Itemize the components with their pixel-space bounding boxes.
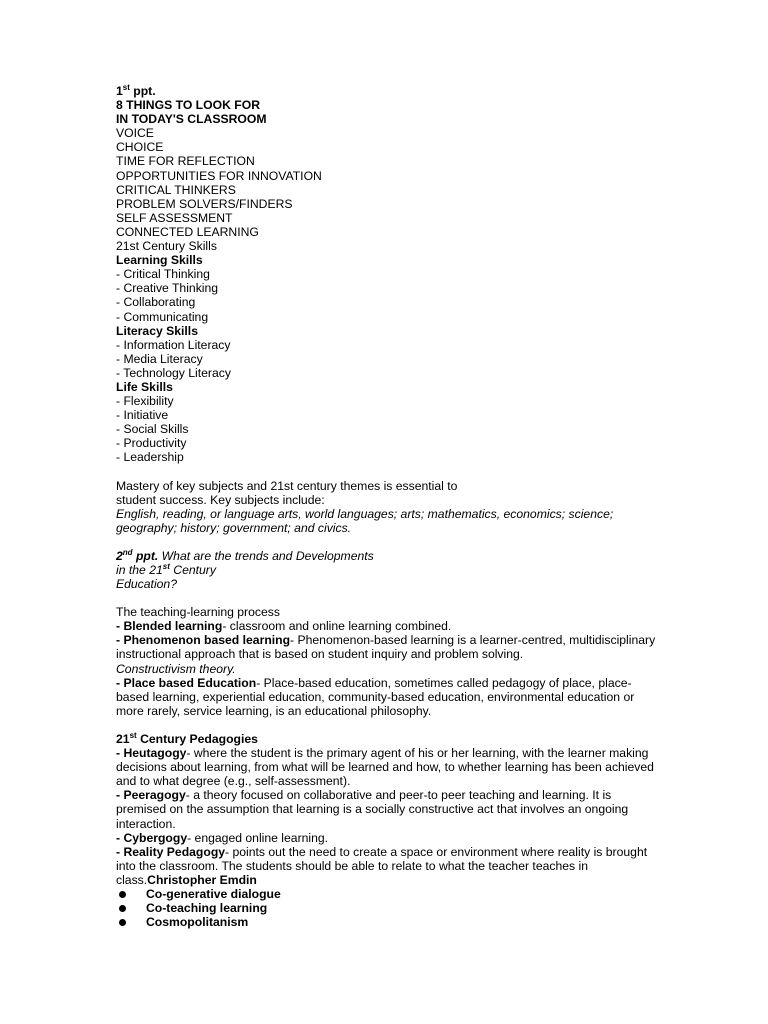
process-heading: The teaching-learning process bbox=[116, 605, 280, 620]
ppt-1-label: 1st ppt. bbox=[116, 83, 156, 98]
bullet-dot-icon bbox=[119, 919, 126, 926]
thing-item: VOICE bbox=[116, 126, 154, 141]
key-subjects: English, reading, or language arts, world languages; arts; mathematics, economics; science; geography; history; government; and civics. bbox=[116, 506, 614, 535]
mastery-line-2: student success. Key subjects include: bbox=[116, 492, 325, 507]
pedagogy-reality: - Reality Pedagogy- points out the need to create a space or environment where reality is brought into the classroom. The students should be able to relate to what the teacher teaches in class.Christopher Emdin bbox=[116, 844, 648, 887]
skill-item: - Creative Thinking bbox=[116, 281, 219, 296]
bullet-dot-icon bbox=[119, 905, 126, 912]
skill-group-title: Literacy Skills bbox=[116, 323, 198, 338]
pedagogy-cybergogy: - Cybergogy- engaged online learning. bbox=[116, 830, 329, 845]
skill-item: - Information Literacy bbox=[116, 337, 231, 352]
bullet-item: Cosmopolitanism bbox=[116, 915, 656, 929]
mastery-line-1: Mastery of key subjects and 21st century themes is essential to bbox=[116, 478, 458, 493]
skill-item: - Media Literacy bbox=[116, 351, 203, 366]
title-line-1: 8 THINGS TO LOOK FOR bbox=[116, 98, 261, 113]
skill-item: - Initiative bbox=[116, 408, 169, 423]
process-item-place-based: - Place based Education- Place-based education, sometimes called pedagogy of place, place-based learning, experiential education, community-based education, environmental education or more rarely, service learning, is an educational philosophy. bbox=[116, 675, 635, 718]
author-name: Christopher Emdin bbox=[147, 872, 257, 887]
thing-item: PROBLEM SOLVERS/FINDERS bbox=[116, 196, 293, 211]
skill-item: - Critical Thinking bbox=[116, 267, 210, 282]
pedagogies-heading: 21st Century Pedagogies bbox=[116, 730, 258, 746]
bullet-dot-icon bbox=[119, 891, 126, 898]
skill-group-title: Life Skills bbox=[116, 379, 173, 394]
skill-item: - Social Skills bbox=[116, 422, 189, 437]
process-item-phenomenon: - Phenomenon based learning- Phenomenon-based learning is a learner-centred, multidisciplinary instructional approach that is based on student inquiry and problem solving. bbox=[116, 633, 656, 662]
pedagogy-heutagogy: - Heutagogy- where the student is the primary agent of his or her learning, with the learner making decisions about learning, from what will be learned and how, to whether learning has been achieved and to what degree (e.g., self-assessment). bbox=[116, 746, 654, 789]
constructivism-note: Constructivism theory. bbox=[116, 661, 236, 676]
thing-item: SELF ASSESSMENT bbox=[116, 210, 233, 225]
skills-heading: 21st Century Skills bbox=[116, 239, 217, 254]
thing-item: OPPORTUNITIES FOR INNOVATION bbox=[116, 168, 322, 183]
skill-item: - Communicating bbox=[116, 309, 209, 324]
thing-item: CONNECTED LEARNING bbox=[116, 224, 259, 239]
thing-item: CRITICAL THINKERS bbox=[116, 182, 236, 197]
bullet-item: Co-teaching learning bbox=[116, 901, 656, 915]
skill-item: - Collaborating bbox=[116, 295, 196, 310]
thing-item: TIME FOR REFLECTION bbox=[116, 154, 255, 169]
ppt-2-question-line-2: in the 21st Century bbox=[116, 562, 216, 577]
pedagogy-peeragogy: - Peeragogy- a theory focused on collaborative and peer-to peer teaching and learning. It is premised on the assumption that learning is a socially constructive act that involves an ongoing interaction. bbox=[116, 788, 629, 831]
thing-item: CHOICE bbox=[116, 140, 164, 155]
skill-item: - Technology Literacy bbox=[116, 365, 231, 380]
process-item-blended: - Blended learning- classroom and online learning combined. bbox=[116, 619, 452, 634]
skill-item: - Productivity bbox=[116, 436, 187, 451]
skill-group-title: Learning Skills bbox=[116, 253, 203, 268]
skill-item: - Leadership bbox=[116, 450, 184, 465]
skill-item: - Flexibility bbox=[116, 394, 174, 409]
bullet-item: Co-generative dialogue bbox=[116, 887, 656, 901]
document-page bbox=[116, 84, 656, 929]
ppt-2-question-line-3: Education? bbox=[116, 577, 177, 592]
ppt-2-label: 2nd ppt. What are the trends and Developments bbox=[116, 547, 374, 563]
title-line-2: IN TODAY'S CLASSROOM bbox=[116, 112, 267, 127]
